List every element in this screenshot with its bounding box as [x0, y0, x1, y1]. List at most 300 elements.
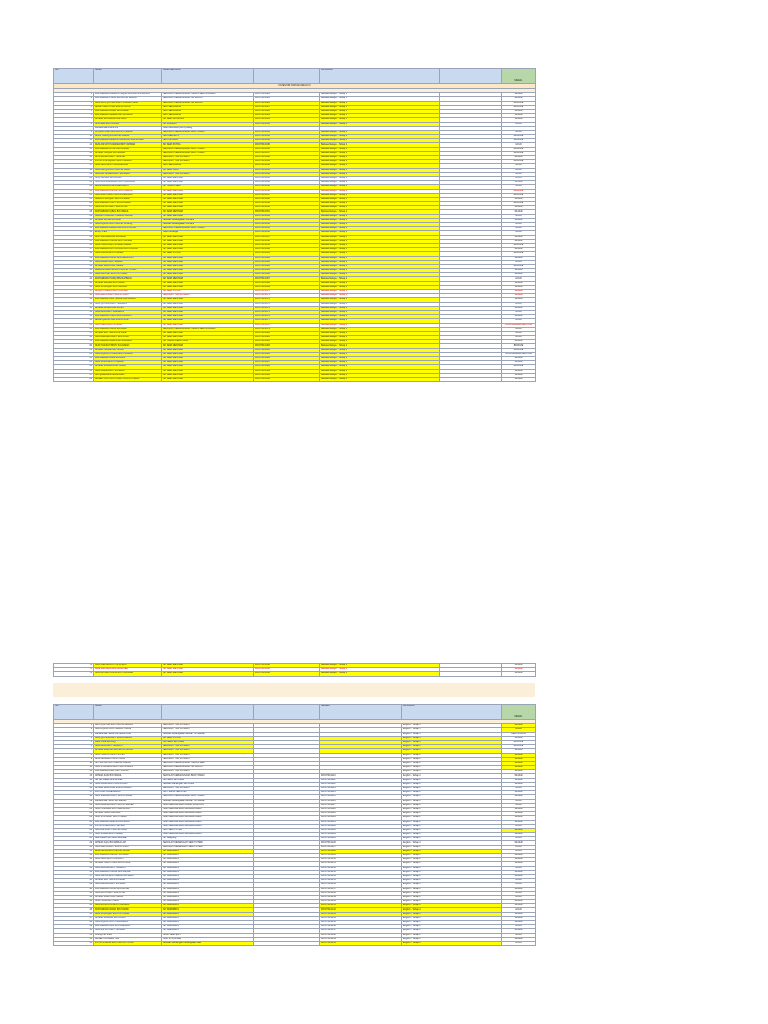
- cell-code: MONTSK1082: [254, 340, 320, 344]
- cell-school: SEKOLAH KEBANGSAAN BUKIT BARU: [162, 130, 254, 134]
- cell-medal: SILVER: [502, 854, 536, 858]
- cell-cat: Bahasa Melayu - Tahap 2: [320, 239, 440, 243]
- cell-no: 8: [54, 122, 94, 126]
- cell-medal: SILVER: [502, 812, 536, 816]
- cell-no: 19: [54, 172, 94, 176]
- cell-no: 22: [54, 812, 94, 816]
- cell-name: AHMAD ZAFRAN BIN ROSDI: [94, 916, 162, 920]
- cell-code: MONTSK1074: [254, 306, 320, 310]
- cell-name: AHMAD FAHMI BIN AZIZ: [94, 218, 162, 222]
- cell-school: Sekolah Menengah Seri Puteri: [162, 782, 254, 786]
- cell-code: MONTSK1026: [254, 101, 320, 105]
- cell-no: 31: [54, 849, 94, 853]
- cell-code: MONTSK1070: [254, 290, 320, 294]
- cell-medal: SILVER: [502, 874, 536, 878]
- cell-cat: English - Tahap 2: [402, 820, 502, 824]
- cell-school: SK SERI MENTERI: [162, 302, 254, 306]
- cell-school: SK SERI MENTERI: [162, 365, 254, 369]
- cell-school: SK SERI MENTERI: [162, 668, 254, 672]
- cell-school: SK PERIMBUN: [162, 921, 254, 925]
- cell-name: Muhammad Harraz Bin Mohd Nizar: [94, 732, 162, 736]
- cell-cat: English - Tahap 2: [402, 891, 502, 895]
- cell-cat: English - Tahap 2: [402, 925, 502, 929]
- cell-cat: Bahasa Melayu - Tahap 2: [320, 357, 440, 361]
- cell-medal: BRONZE: [502, 745, 536, 749]
- cell-school: SK PERIMBUN: [162, 891, 254, 895]
- cell-name: MUHAMMAD ARIF BIN HASHIM: [94, 770, 162, 774]
- cell-code: MONTSK1110: [320, 774, 402, 778]
- cell-school: SK PERIMBUN: [162, 879, 254, 883]
- cell-school: SK PERIMBUN: [162, 912, 254, 916]
- cell-cat: English - Tahap 2: [402, 900, 502, 904]
- cell-code: MONTSK1058: [254, 239, 320, 243]
- cell-name: AHMAD FARIS BIN ISMAIL: [94, 895, 162, 899]
- cell-school: SRK SELANGOR: [162, 114, 254, 118]
- cell-no: 46: [54, 285, 94, 289]
- cell-name: MUHAMMAD ALIF BIN KAMARUL: [94, 925, 162, 929]
- cell-name: MUHAMMAD HARIS BIN ZULKIFLI: [94, 315, 162, 319]
- cell-cat: Bahasa Melayu - Tahap 2: [320, 181, 440, 185]
- cell-name: NUR AINA BINTI KAMARUL: [94, 310, 162, 314]
- cell-no: 72: [54, 672, 94, 676]
- cell-code: MONTSK1071: [254, 294, 320, 298]
- cell-cat: English - Tahap 2: [402, 745, 502, 749]
- cell-cat: English - Tahap 2: [402, 849, 502, 853]
- cell-school: SEKOLAH KEBANGSAAN BUKIT BARU: [162, 151, 254, 155]
- cell-cat: English - Tahap 2: [402, 757, 502, 761]
- cell-name: AHMAD DANIAL BIN HAMID: [94, 281, 162, 285]
- cell-code: MONTSK1089: [254, 369, 320, 373]
- cell-medal: SILVER: [502, 197, 536, 201]
- cell-no: 36: [54, 243, 94, 247]
- cell-medal: SILVER: [502, 778, 536, 782]
- cell-cat: Bahasa Melayu - Tahap 2: [320, 264, 440, 268]
- cell-code: MONTSK1024: [254, 93, 320, 97]
- cell-name: Jane Chua Mei Ling: [94, 740, 162, 744]
- cell-name: AHMAD IRFAN BIN JAMAL: [94, 264, 162, 268]
- cell-cat: Bahasa Melayu - Tahap 1: [320, 252, 440, 256]
- cell-school: SK SERI MENTERI: [162, 260, 254, 264]
- cell-school: SK PERIMBUN: [162, 883, 254, 887]
- cell-name: AFIF ZULKARNAIN BIN AZMI: [94, 235, 162, 239]
- cell-medal: GOLD: [502, 336, 536, 340]
- cell-school: SMK Kenanga: [162, 231, 254, 235]
- cell-medal: BRONZE: [502, 740, 536, 744]
- cell-no: 7: [54, 118, 94, 122]
- cell-no: 23: [54, 816, 94, 820]
- cell-medal: SILVER: [502, 109, 536, 113]
- cell-code: MONTSK1081: [254, 336, 320, 340]
- cell-school: SEKOLAH TUN FATIMAH: [162, 724, 254, 728]
- cell-medal: GOLD: [502, 849, 536, 853]
- cell-school: Sekolah Kebangsaan Convent: [162, 223, 254, 227]
- cell-medal: HONOURABLE MENTION: [502, 323, 536, 327]
- cell-no: 63: [54, 357, 94, 361]
- cell-name: NUR AQILAH HUSNA BINTI RAZALI: [94, 352, 162, 356]
- cell-medal: SILVER: [502, 290, 536, 294]
- cell-school: SEKOLAH TUN FATIMAH: [162, 770, 254, 774]
- table-body: [54, 664, 536, 677]
- cell-medal: GOLD: [502, 787, 536, 791]
- cell-name: NUR AISYAH BINTI HASSAN: [94, 929, 162, 933]
- cell-code: MONTSK1084: [254, 348, 320, 352]
- cell-no: 9: [54, 757, 94, 761]
- cell-no: 11: [54, 766, 94, 770]
- cell-school: SK PERIMBUN: [162, 916, 254, 920]
- cell-code: MONTSK1059: [254, 243, 320, 247]
- cell-name: AHMAD AFNAN BIN ROSLI: [94, 306, 162, 310]
- cell-code: MONTSK1145: [320, 921, 402, 925]
- cell-school: SRK SELANGOR: [162, 164, 254, 168]
- cell-name: SHAHIRA BINTI ROSLI: [94, 122, 162, 126]
- cell-code: MONTSK1080: [254, 331, 320, 335]
- cell-no: 7: [54, 749, 94, 753]
- cell-cat: Bahasa Melayu - Tahap 1: [320, 290, 440, 294]
- cell-medal: GOLD: [502, 185, 536, 189]
- cell-name: MUHAMMAD HAFIZ BIN MOHD RAZALI: [94, 97, 162, 101]
- cell-school: SK SERI MENTERI: [162, 269, 254, 273]
- cell-name: PUTRI NUR AQILAH BINTI AZMAN: [94, 160, 162, 164]
- cell-school: SK SERI MENTERI: [162, 235, 254, 239]
- cell-no: 68: [54, 377, 94, 381]
- cell-medal: SILVER: [502, 218, 536, 222]
- cell-blank: [440, 672, 502, 676]
- cell-medal: GOLD: [502, 908, 536, 912]
- cell-medal: SILVER: [502, 315, 536, 319]
- cell-cat: English - Tahap 2: [402, 937, 502, 941]
- cell-name: NUR SYAHIRAH BINTI HAMID: [94, 816, 162, 820]
- cell-cat: English - Tahap 2: [402, 908, 502, 912]
- cell-no: 6: [54, 114, 94, 118]
- cell-cat: English - Tahap 2: [402, 904, 502, 908]
- cell-medal: SILVER: [502, 269, 536, 273]
- cell-cat: Bahasa Melayu - Tahap 1: [320, 114, 440, 118]
- cell-no: 28: [54, 210, 94, 214]
- cell-school: SK TAMAN KERAYONG: [162, 340, 254, 344]
- cell-code: MONTSK1039: [254, 160, 320, 164]
- cell-medal: SILVER: [502, 248, 536, 252]
- cell-cat: English - Tahap 2: [402, 807, 502, 811]
- cell-school: SRK BERSATU: [162, 135, 254, 139]
- cell-school: SMK Sri Permata: [162, 937, 254, 941]
- cell-school: SK SERI MENTERI: [162, 264, 254, 268]
- cell-school: SM Sains Seri Puteri: [162, 778, 254, 782]
- header-row: [54, 69, 536, 84]
- cell-no: 64: [54, 361, 94, 365]
- cell-no: 35: [54, 239, 94, 243]
- cell-school: SK PERIMBUN: [162, 874, 254, 878]
- cell-code: MONTSK1126: [320, 841, 402, 845]
- cell-medal: GOLD: [502, 879, 536, 883]
- cell-school: SK TAMAN SERI: [162, 185, 254, 189]
- cell-name: NUR SOFIA BINTI HAMZAH: [94, 361, 162, 365]
- cell-medal: SILVER: [502, 668, 536, 672]
- cell-medal: SILVER: [502, 114, 536, 118]
- cell-school: SK SERI MENTERI: [162, 181, 254, 185]
- cell-cat: Bahasa Melayu - Tahap 2: [320, 302, 440, 306]
- cell-no: 71: [54, 668, 94, 672]
- cell-school: SMK KEBANGSAAN BANDAR BARU: [162, 820, 254, 824]
- cell-code: MONTSK1055: [254, 227, 320, 231]
- cell-name: AHMAD BIN ABDUL RAHMAN: [94, 118, 162, 122]
- cell-name: NUR AMALINA BINTI MOHD SALLEH: [94, 803, 162, 807]
- cell-cat: English - Tahap 2: [402, 749, 502, 753]
- cell-no: 24: [54, 820, 94, 824]
- cell-cat: English - Tahap 2: [402, 874, 502, 878]
- cell-school: SEKOLAH KEBANGSAAN TAMAN SERI GOMBAK: [162, 93, 254, 97]
- cell-no: 38: [54, 252, 94, 256]
- cell-medal: GOLD: [502, 845, 536, 849]
- cell-code: MONTSK1093: [254, 668, 320, 672]
- cell-no: 15: [54, 156, 94, 160]
- cell-school: SMK KEBANGSAAN BANDAR BARU: [162, 833, 254, 837]
- cell-no: 40: [54, 887, 94, 891]
- cell-school: Sekolah Kebangsaan Convent: [162, 218, 254, 222]
- cell-medal: SILVER: [502, 664, 536, 668]
- cell-cat: Bahasa Melayu - Tahap 2: [320, 172, 440, 176]
- cell-cat: Bahasa Melayu - Tahap 2: [320, 310, 440, 314]
- cell-code: MONTSK1123: [320, 828, 402, 832]
- cell-code: MONTSK1030: [254, 118, 320, 122]
- cell-school: SK SERI MENTERI: [162, 281, 254, 285]
- results-table-continuation: [53, 663, 536, 677]
- header-kategori: KATEGORI: [320, 69, 440, 84]
- cell-no: 40: [54, 260, 94, 264]
- section-separator-band: [53, 683, 535, 697]
- cell-school: SEKOLAH MENENGAH SERI PUTERI: [162, 841, 254, 845]
- cell-medal: GOLD: [502, 310, 536, 314]
- cell-code: MONTSK1028: [254, 109, 320, 113]
- cell-cat: Bahasa Melayu - Tahap 1: [320, 93, 440, 97]
- cell-code: MONTSK1133: [320, 870, 402, 874]
- cell-no: 33: [54, 231, 94, 235]
- cell-school: SK SERI PUTRA: [162, 290, 254, 294]
- cell-no: 62: [54, 352, 94, 356]
- cell-code: MONTSK1147: [320, 929, 402, 933]
- cell-no: 55: [54, 323, 94, 327]
- results-table-english: [53, 704, 536, 946]
- cell-medal: GOLD: [502, 891, 536, 895]
- cell-no: 41: [54, 891, 94, 895]
- header-nama: NAMA: [94, 705, 162, 720]
- cell-school: SK SERI MENTERI: [162, 285, 254, 289]
- cell-code: MONTSK1031: [254, 122, 320, 126]
- cell-code: MONTSK1120: [320, 816, 402, 820]
- cell-cat: Bahasa Melayu - Tahap 2: [320, 214, 440, 218]
- cell-code: MONTSK1121: [320, 820, 402, 824]
- cell-school: SMK KEBANGSAAN BANDAR BARU: [162, 824, 254, 828]
- cell-cat: Bahasa Melayu - Tahap 2: [320, 210, 440, 214]
- cell-name: MUHAMMAD AIMAN BIN MOHD ROSLI: [94, 227, 162, 231]
- cell-school: Sekolah Menengah Kebangsaan Bau: [162, 941, 254, 945]
- cell-medal: GOLD: [502, 728, 536, 732]
- cell-name: NUR IMAN BINTI ZULKIFLI: [94, 858, 162, 862]
- cell-no: 17: [54, 164, 94, 168]
- cell-school: SEKOLAH KEBANGSAAN BUKIT BARU: [162, 795, 254, 799]
- cell-code: MONTSK1035: [254, 143, 320, 147]
- table-row: [54, 377, 536, 381]
- cell-name: NUR SYAFIQAH BINTI OTHMAN: [94, 912, 162, 916]
- cell-cat: English - Tahap 2: [402, 929, 502, 933]
- cell-name: ANIS QISTINA BINTI MOHD AZMAN: [94, 724, 162, 728]
- cell-school: SMJK Jalan Ipoh: [162, 933, 254, 937]
- cell-no: 65: [54, 365, 94, 369]
- cell-school: SK SERI MENTERI: [162, 298, 254, 302]
- cell-cat: English - Tahap 2: [402, 837, 502, 841]
- cell-school: SK Selayang: [162, 837, 254, 841]
- cell-cat: Bahasa Melayu - Tahap 2: [320, 185, 440, 189]
- cell-cat: English - Tahap 2: [402, 774, 502, 778]
- cell-medal: BRONZE: [502, 365, 536, 369]
- cell-school: SMK KEBANGSAAN BANDAR BARU: [162, 816, 254, 820]
- cell-code: MONTSK1078: [254, 323, 320, 327]
- cell-medal: SILVER: [502, 912, 536, 916]
- cell-school: SK PERIMBUN: [162, 925, 254, 929]
- cell-name: ANGEL TAN CHIU LI BINTI MOHD KHALIL: [94, 377, 162, 381]
- cell-cat: Bahasa Melayu - Tahap 2: [320, 273, 440, 277]
- header-blank-2: [440, 69, 502, 84]
- cell-cat: English - Tahap 2: [402, 812, 502, 816]
- cell-name: AHMAD IRFAN BIN MOHD RAZALI: [94, 787, 162, 791]
- cell-school: SEKOLAH KEBANGSAAN BUKIT BARU: [162, 147, 254, 151]
- cell-no: 5: [54, 740, 94, 744]
- cell-no: 20: [54, 803, 94, 807]
- cell-name: NUR IRDINA BINTI ZAINAL: [94, 252, 162, 256]
- cell-school: SK SERI MENTERI: [162, 348, 254, 352]
- cell-cat: Bahasa Melayu - Tahap 2: [320, 206, 440, 210]
- cell-school: SRK KLUANG: [162, 139, 254, 143]
- header-blank-2: [254, 705, 320, 720]
- cell-name: AHMAD ZAKWAN BIN OMAR: [94, 365, 162, 369]
- cell-name: NUR BALQIS BINTI MOHD FAUZI: [94, 168, 162, 172]
- cell-code: MONTSK1144: [320, 916, 402, 920]
- cell-school: SEKOLAH KEBANGSAAN TAMAN SERI GOMBAK: [162, 327, 254, 331]
- cell-cat: Bahasa Melayu - Tahap 2: [320, 319, 440, 323]
- cell-code: MONTSK1072: [254, 298, 320, 302]
- cell-code: MONTSK1060: [254, 248, 320, 252]
- cell-name: NUR AQILAH BINTI ABDUL HALIM: [94, 728, 162, 732]
- cell-school: SK SERI MENTERI: [162, 672, 254, 676]
- cell-name: NUR QISTINA BINTI HAMDAN: [94, 302, 162, 306]
- cell-medal: SILVER: [502, 156, 536, 160]
- cell-no: 53: [54, 315, 94, 319]
- cell-medal: GOLD: [502, 824, 536, 828]
- header-row: [54, 705, 536, 720]
- cell-name: MUHAMMAD ZAFRAN HAQIMI BIN MOHD ZULKIFLI: [94, 93, 162, 97]
- cell-name: AHMAD ZAKI BIN ISMAIL: [94, 774, 162, 778]
- cell-code: MONTSK1083: [254, 344, 320, 348]
- cell-school: SK SERI MENTERI: [162, 239, 254, 243]
- cell-medal: GOLD: [502, 130, 536, 134]
- cell-school: SK SERI MENTERI: [162, 277, 254, 281]
- cell-cat: Bahasa Melayu - Tahap 2: [320, 143, 440, 147]
- cell-medal: BRONZE: [502, 160, 536, 164]
- cell-blank: [440, 377, 502, 381]
- cell-name: NUR AQILAH BINTI SULAIMAN: [94, 921, 162, 925]
- cell-code: MONTSK1122: [320, 824, 402, 828]
- cell-name: MUHAMMAD IMRAN BIN ZAKARIA: [94, 340, 162, 344]
- header-no: NO.: [54, 705, 94, 720]
- cell-cat: Bahasa Melayu - Tahap 2: [320, 361, 440, 365]
- cell-school: SEKOLAH KEBANGSAAN SG BULOH: [162, 97, 254, 101]
- cell-code: MONTSK1094: [254, 672, 320, 676]
- cell-cat: English - Tahap 2: [402, 778, 502, 782]
- cell-medal: SILVER: [502, 937, 536, 941]
- header-no: NO.: [54, 69, 94, 84]
- cell-medal: SILVER: [502, 757, 536, 761]
- cell-medal: SILVER: [502, 256, 536, 260]
- cell-code: MONTSK1062: [254, 256, 320, 260]
- cell-medal: SILVER: [502, 791, 536, 795]
- cell-school: SK SERI MENTERI: [162, 344, 254, 348]
- cell-medal: SILVER: [502, 273, 536, 277]
- cell-medal: SILVER: [502, 239, 536, 243]
- cell-school: SK SERI PUTRA: [162, 252, 254, 256]
- cell-school: SEKOLAH KEBANGSAAN BUKIT BARU: [162, 774, 254, 778]
- cell-name: MUHAMMAD HAFIY BIN ROSLAN: [94, 202, 162, 206]
- table-body: [54, 724, 536, 946]
- cell-cat: English - Tahap 2: [402, 766, 502, 770]
- cell-school: SK SERI MENTERI: [162, 243, 254, 247]
- table-body: [54, 93, 536, 382]
- cell-school: SK SERI MENTERI: [162, 214, 254, 218]
- cell-code: MONTSK1044: [254, 181, 320, 185]
- cell-cat: Bahasa Melayu - Tahap 2: [320, 277, 440, 281]
- cell-school: SK SERI MENTERI: [162, 197, 254, 201]
- cell-medal: GOLD: [502, 941, 536, 945]
- cell-name: NUR ALEYA BINTI MOHD SHAH: [94, 845, 162, 849]
- cell-cat: English - Tahap 1: [402, 724, 502, 728]
- cell-code: MONTSK1040: [254, 164, 320, 168]
- cell-cat: Bahasa Melayu - Tahap 1: [320, 97, 440, 101]
- cell-cat: English - Tahap 2: [402, 791, 502, 795]
- cell-medal: GOLD: [502, 227, 536, 231]
- cell-medal: BRONZE: [502, 202, 536, 206]
- cell-no: 50: [54, 929, 94, 933]
- cell-school: Sekolah Kebangsaan Bandar Tun Razak: [162, 799, 254, 803]
- cell-name: AHMAD AQIL BIN ABDULLAH: [94, 841, 162, 845]
- cell-cat: English - Tahap 2: [402, 795, 502, 799]
- cell-medal: SILVER: [502, 795, 536, 799]
- cell-medal: BRONZE: [502, 348, 536, 352]
- cell-code: MONTSK1048: [254, 197, 320, 201]
- cell-no: 47: [54, 290, 94, 294]
- cell-cat: Bahasa Melayu - Tahap 2: [320, 377, 440, 381]
- cell-no: 26: [54, 202, 94, 206]
- cell-name: NUR AMANI BINTI RAZAK: [94, 260, 162, 264]
- cell-cat: Bahasa Melayu - Tahap 2: [320, 231, 440, 235]
- header-medal: MEDAL: [502, 705, 536, 720]
- cell-code: MONTSK1077: [254, 319, 320, 323]
- cell-school: SK PERIMBUN: [162, 908, 254, 912]
- cell-medal: CERTIFICATE: [502, 732, 536, 736]
- cell-code: MONTSK1112: [320, 782, 402, 786]
- cell-no: 53: [54, 941, 94, 945]
- cell-school: SK PERIMBUN: [162, 929, 254, 933]
- header-nama-sekolah: NAMA SEKOLAH: [162, 69, 254, 84]
- cell-no: 60: [54, 344, 94, 348]
- cell-medal: GOLD: [502, 933, 536, 937]
- cell-school: SK SERI MENTERI: [162, 319, 254, 323]
- cell-medal: BRONZE: [502, 193, 536, 197]
- cell-name: NUR ALIA MAISARAH BINTI ZAKARIA: [94, 181, 162, 185]
- cell-no: 1: [54, 93, 94, 97]
- cell-medal: SILVER: [502, 357, 536, 361]
- cell-school: SK PERIMBUN: [162, 870, 254, 874]
- cell-no: 58: [54, 336, 94, 340]
- cell-medal: BRONZE: [502, 243, 536, 247]
- cell-school: SK SERI MENTERI: [162, 310, 254, 314]
